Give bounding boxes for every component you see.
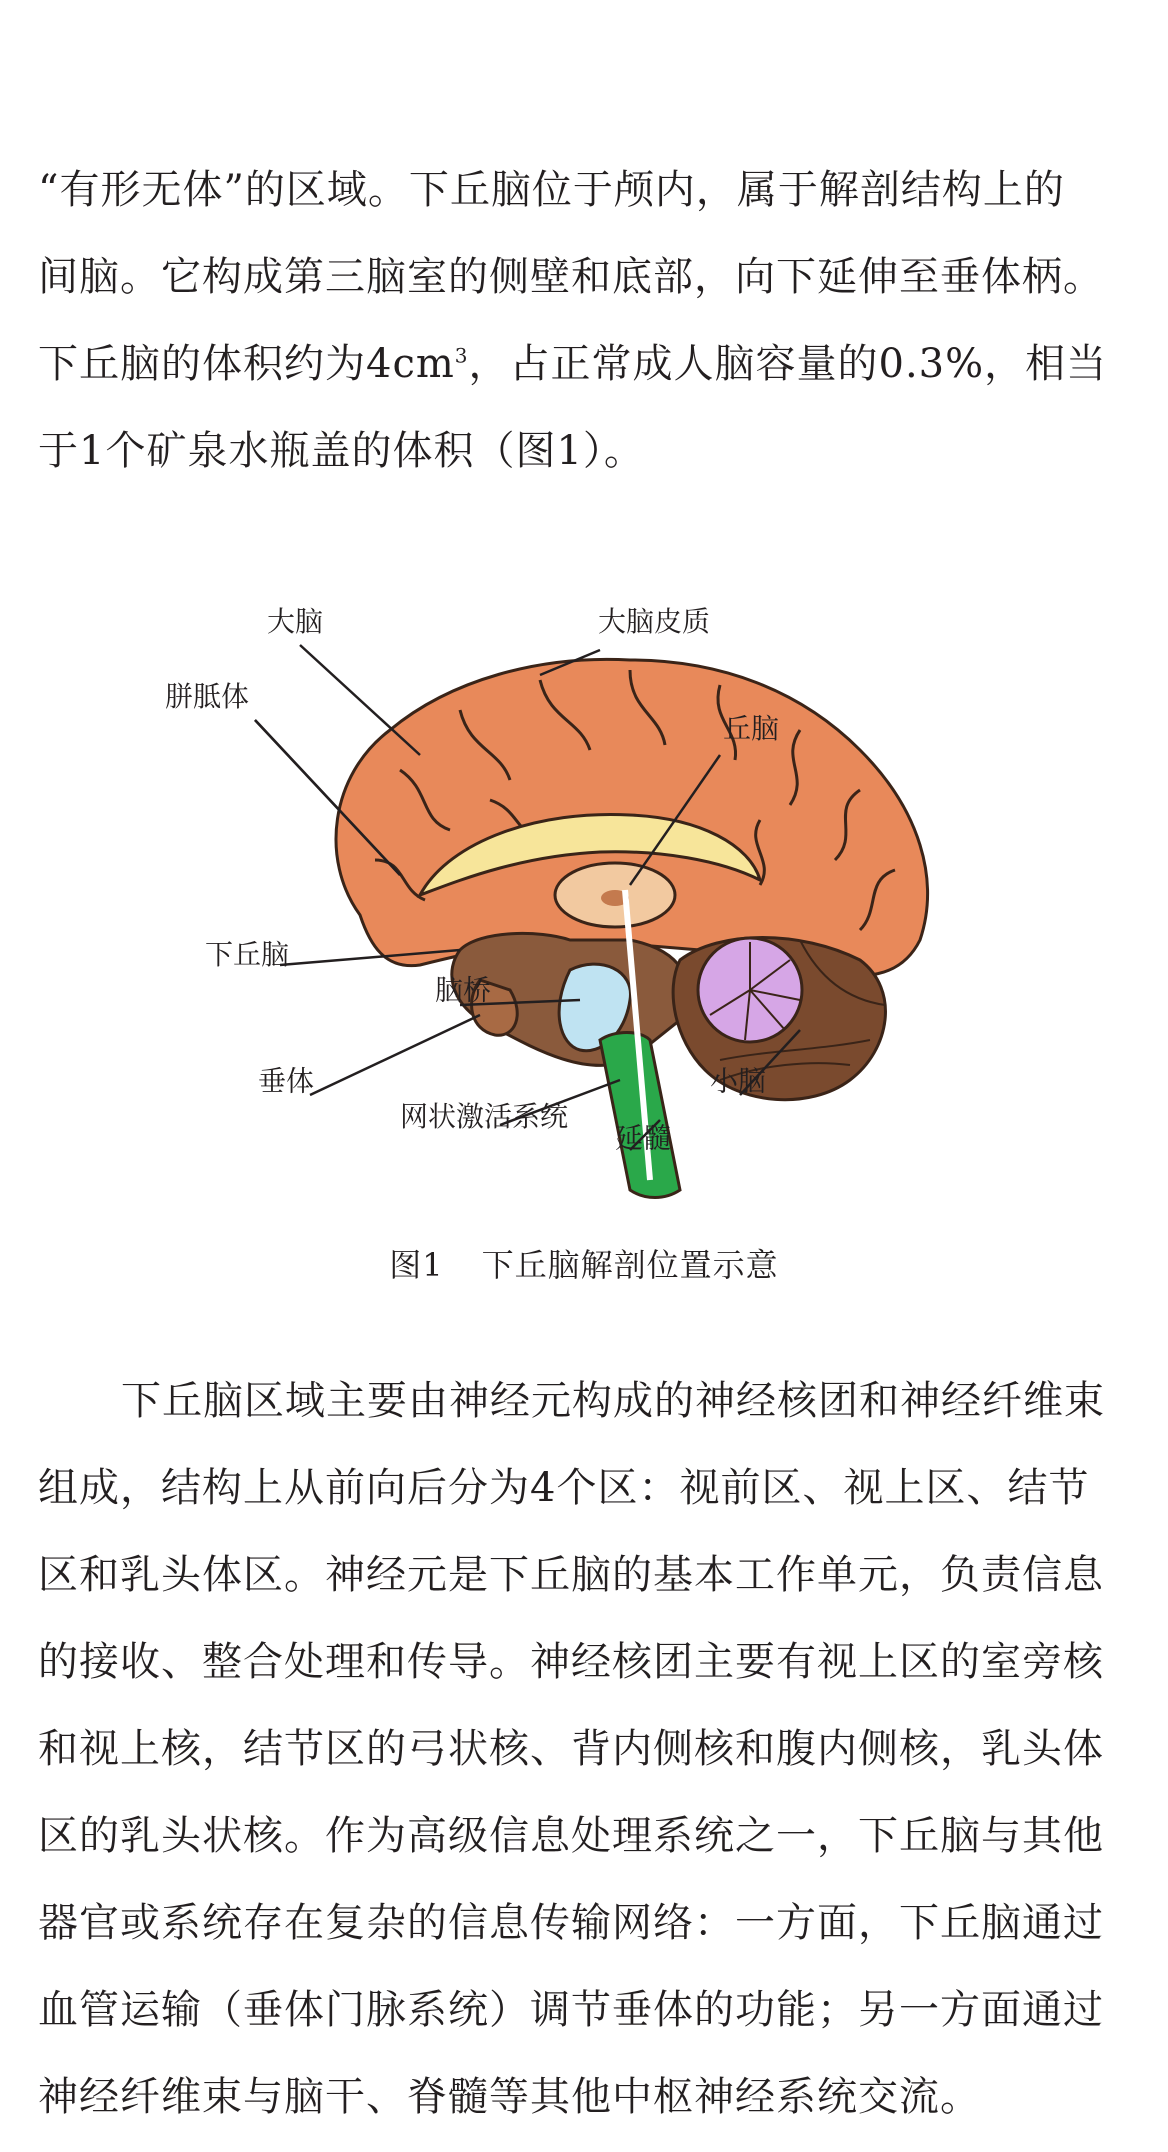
label-medulla: 延髓: [615, 1121, 672, 1155]
leader-pituitary: [310, 1015, 480, 1095]
superscript: 3: [454, 343, 469, 368]
label-reticular-activating-system: 网状激活系统: [400, 1100, 569, 1134]
text-line: 血管运输（垂体门脉系统）调节垂体的功能；另一方面通过: [38, 1987, 1104, 2033]
text-line-part: 下丘脑的体积约为4cm: [38, 341, 455, 387]
text-line: 器官或系统存在复杂的信息传输网络：一方面，下丘脑通过: [38, 1900, 1104, 1946]
text-line: 于1个矿泉水瓶盖的体积（图1）。: [38, 428, 645, 474]
text-line: 和视上核，结节区的弓状核、背内侧核和腹内侧核，乳头体: [38, 1726, 1104, 1772]
label-pituitary: 垂体: [258, 1064, 315, 1098]
label-corpus-callosum: 胼胝体: [165, 679, 250, 713]
text-line: [38, 321, 1132, 408]
figure-caption: [0, 1240, 1168, 1286]
text-line-part: ，占正常成人脑容量的0.3%，相当: [468, 341, 1108, 387]
brain-illustration: [160, 560, 1040, 1250]
label-cerebellum: 小脑: [710, 1064, 767, 1098]
brain-anatomy-figure: [160, 560, 1040, 1250]
intro-paragraph: [38, 147, 1132, 495]
body-paragraph: [38, 1358, 1132, 2141]
label-pons: 脑桥: [435, 973, 492, 1007]
text-line: 的接收、整合处理和传导。神经核团主要有视上区的室旁核: [38, 1639, 1104, 1685]
text-line: 区的乳头状核。作为高级信息处理系统之一，下丘脑与其他: [38, 1813, 1104, 1859]
label-cerebrum: 大脑: [267, 605, 324, 639]
figure-caption-text: 下丘脑解剖位置示意: [481, 1246, 779, 1284]
text-line: 下丘脑区域主要由神经元构成的神经核团和神经纤维束: [121, 1378, 1105, 1424]
label-thalamus: 丘脑: [723, 712, 780, 745]
leader-cerebrum: [300, 645, 420, 755]
label-hypothalamus: 下丘脑: [205, 938, 290, 972]
text-line: “有形无体”的区域。下丘脑位于颅内，属于解剖结构上的: [38, 167, 1065, 213]
text-line: 神经纤维束与脑干、脊髓等其他中枢神经系统交流。: [38, 2074, 981, 2120]
text-line: 区和乳头体区。神经元是下丘脑的基本工作单元，负责信息: [38, 1552, 1104, 1598]
figure-number: 图1: [389, 1246, 444, 1284]
label-cerebral-cortex: 大脑皮质: [598, 605, 711, 639]
text-line: 组成，结构上从前向后分为4个区：视前区、视上区、结节: [38, 1465, 1090, 1511]
text-line: 间脑。它构成第三脑室的侧壁和底部，向下延伸至垂体柄。: [38, 254, 1104, 300]
